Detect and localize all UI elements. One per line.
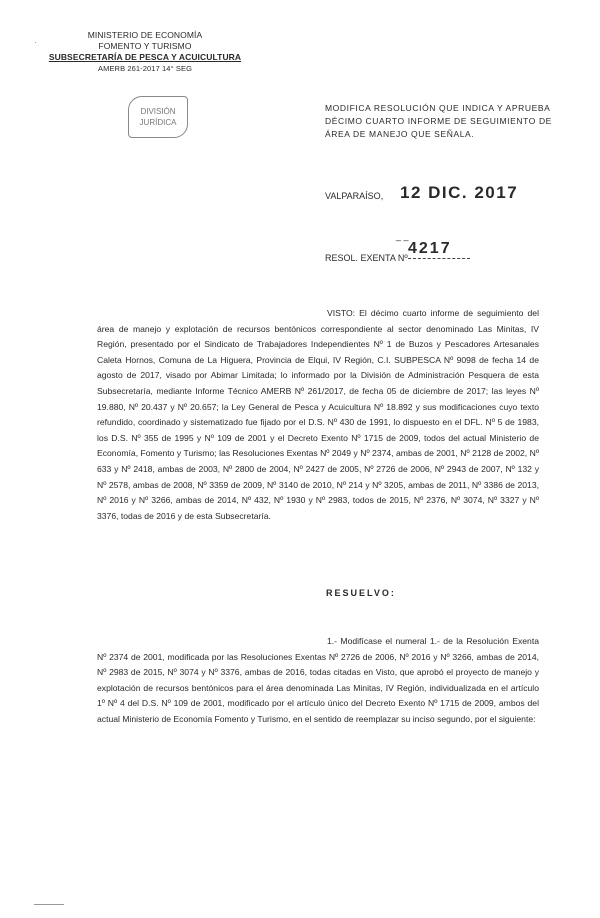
resolution-number: 4217: [408, 240, 470, 259]
resuelvo-heading: RESUELVO:: [326, 588, 396, 598]
letterhead: [45, 30, 245, 74]
resolution-label: RESOL. EXENTA Nº: [325, 253, 408, 263]
resolution-date: 12 DIC. 2017: [400, 183, 519, 202]
margin-mark: ·: [34, 38, 37, 47]
place-label: VALPARAÍSO,: [325, 191, 384, 201]
resolution-subject: MODIFICA RESOLUCIÓN QUE INDICA Y APRUEBA DÉCIMO CUARTO INFORME DE SEGUIMIENTO DE ÁREA DE MANEJO QUE SEÑALA.: [325, 103, 552, 139]
stamp-line-1: DIVISIÓN: [140, 107, 176, 116]
letterhead-subsecretaria: SUBSECRETARÍA DE PESCA Y ACUICULTURA: [48, 52, 242, 62]
bottom-margin-mark: [34, 904, 64, 908]
visto-paragraph: VISTO: El décimo cuarto informe de seguimiento del área de manejo y explotación de recursos bentónicos correspondiente al sector denominado Las Minitas, IV Región, presentado por el Sindicato de Trabajadores Independientes Nº 1 de Buzos y Pescadores Artesanales Caleta Hornos, Comuna de La Higuera, Provincia de Elqui, IV Región, C.I. SUBPESCA Nº 9098 de fecha 14 de agosto de 2017, visado por Abimar Limitada; lo informado por la División de Administración Pesquera de esta Subsecretaría, mediante Informe Técnico AMERB Nº 261/2017, de fecha 05 de diciembre de 2017; las leyes Nº 19.880, Nº 20.437 y Nº 20.657; la Ley General de Pesca y Acuicultura Nº 18.892 y sus modificaciones cuyo texto refundido, coordinado y sistematizado fue fijado por el D.S. Nº 430 de 1991, lo dispuesto en el DFL. Nº 5 de 1983, los D.S. Nº 355 de 1995 y Nº 109 de 2001 y el Decreto Exento Nº 1715 de 2009, todos del actual Ministerio de Economía, Fomento y Turismo; las Resoluciones Exentas Nº 2049 y Nº 2374, ambas de 2001, Nº 2128 de 2002, Nº 633 y Nº 2418, ambas de 2003, Nº 2800 de 2004, Nº 2427 de 2005, Nº 2726 de 2006, Nº 2943 de 2007, Nº 132 y Nº 2578, ambas de 2008, Nº 3359 de 2009, Nº 3140 de 2010, Nº 214 y Nº 3205, ambas de 2011, Nº 3386 de 2013, Nº 2016 y Nº 3266, ambas de 2014, Nº 432, Nº 1930 y Nº 2983, todos de 2015, Nº 2376, Nº 3074, Nº 3327 y Nº 3376, todas de 2016 y de esta Subsecretaría.: [97, 308, 539, 521]
file-reference: AMERB 261-2017 14° SEG: [98, 64, 192, 73]
letterhead-ministry: MINISTERIO DE ECONOMÍA: [87, 30, 203, 40]
number-dash-mark: _ _: [396, 231, 409, 241]
letterhead-ministry-sub: FOMENTO Y TURISMO: [98, 41, 192, 51]
article-1-paragraph: 1.- Modifícase el numeral 1.- de la Resolución Exenta Nº 2374 de 2001, modificada por las Resoluciones Exentas Nº 2726 de 2006, Nº 2016 y Nº 3266, ambas de 2014, Nº 2983 de 2015, Nº 3074 y Nº 3376, ambas de 2016, todas citadas en Visto, que aprobó el proyecto de manejo y explotación de recursos bentónicos para el área denominada Las Minitas, IV Región, individualizada en el artículo 1º Nº 4 del D.S. Nº 109 de 2001, modificado por el artículo único del Decreto Exento Nº 1715 de 2009, ambos del actual Ministerio de Economía Fomento y Turismo, en el sentido de reemplazar su inciso segundo, por el siguiente:: [97, 636, 539, 724]
stamp-line-2: JURÍDICA: [139, 118, 177, 127]
division-stamp: [128, 96, 188, 138]
